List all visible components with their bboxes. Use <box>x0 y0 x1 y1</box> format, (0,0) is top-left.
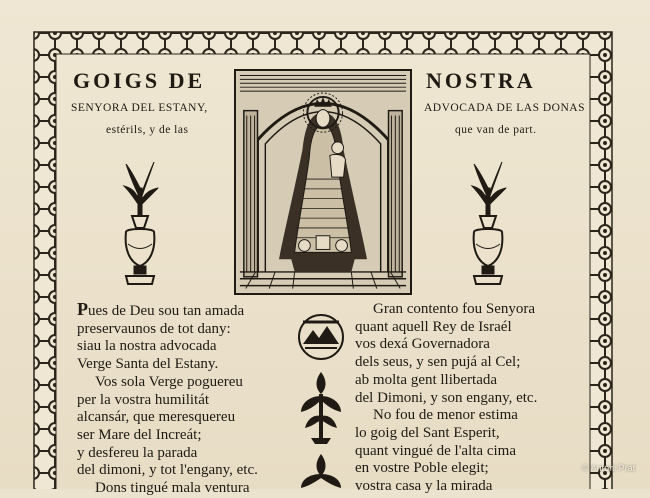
verse-line: del Dimoni, y son engany, etc. <box>355 389 538 406</box>
verse-line: quant vingué de l'alta cima <box>355 442 516 459</box>
copyright-watermark: © Antoni Prat <box>582 463 636 473</box>
verse-line: del dimoni, y tot l'engany, etc. <box>77 462 258 479</box>
verse-line: Gran contento fou Senyora <box>373 301 536 317</box>
subtitle-line1-left: SENYORA DEL ESTANY, <box>71 102 208 114</box>
verse-line: ser Mare del Increát; <box>77 426 202 443</box>
verse-line-text: ues de Deu sou tan amada <box>88 303 245 319</box>
madonna-and-child-woodcut-icon <box>234 69 412 295</box>
flower-vase-icon <box>116 158 164 298</box>
verse-line: Verge Santa del Estany. <box>77 356 219 373</box>
verse-line: dels seus, y sen pujá al Cel; <box>355 354 521 371</box>
verses-right-column <box>355 301 537 496</box>
verse-line: alcansár, que meresquereu <box>77 409 236 426</box>
verse-line: No fou de menor estima <box>373 407 518 424</box>
verses-left-column <box>77 301 258 498</box>
subtitle-line1-right: ADVOCADA DE LAS DONAS <box>424 102 585 114</box>
verse-line: preservaunos de tot dany: <box>77 320 231 337</box>
flower-vase-icon <box>464 158 512 298</box>
verse-line: Dons tingué mala ventura <box>95 480 250 497</box>
floral-ornament-icon <box>295 450 347 490</box>
mountain-medallion-icon <box>295 312 347 362</box>
verse-line: siau la nostra advocada <box>77 338 217 355</box>
subtitle-line2-left: estérils, y de las <box>106 124 189 136</box>
verse-line: per la vostra humilitát <box>77 391 210 408</box>
title-left: GOIGS DE <box>73 68 206 93</box>
verse-line: Vos sola Verge poguereu <box>95 373 243 390</box>
title-right: NOSTRA <box>426 68 536 93</box>
verse-line: y desfereu la parada <box>77 444 198 461</box>
verse-line: ab molta gent llibertada <box>355 371 498 388</box>
floral-ornament-icon <box>295 366 347 446</box>
verse-line: vostra casa y la mirada <box>355 478 493 495</box>
verse-line: en vostre Poble elegit; <box>355 460 489 477</box>
verse-line: lo goig del Sant Esperit, <box>355 424 500 441</box>
drop-cap: P <box>77 299 88 319</box>
subtitle-line2-right: que van de part. <box>455 124 537 136</box>
verse-line <box>77 301 258 321</box>
verse-line: quant aquell Rey de Israél <box>355 318 512 335</box>
verse-line: vos dexá Governadora <box>355 336 490 353</box>
